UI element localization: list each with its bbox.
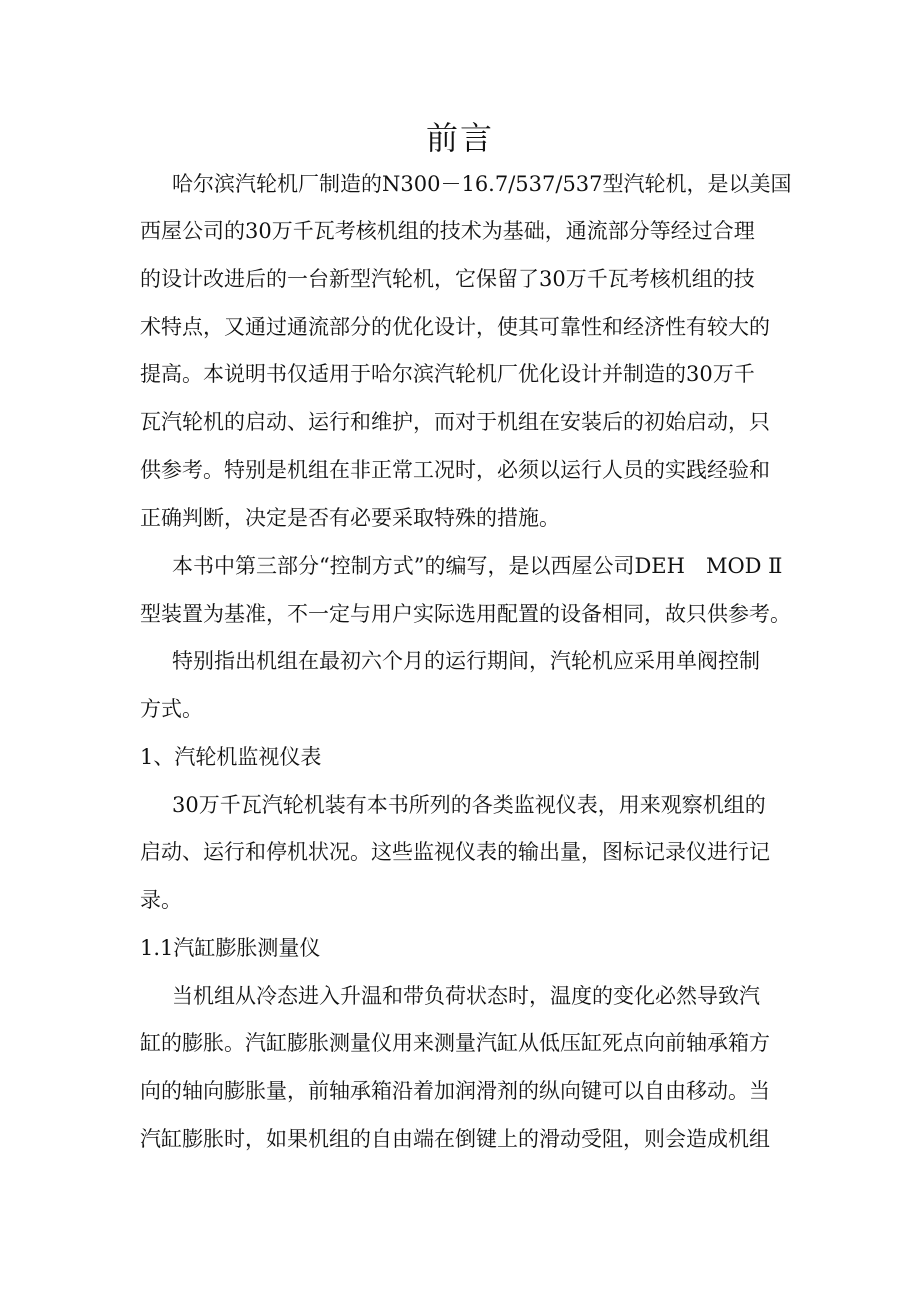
paragraph-intro-line-6: 瓦汽轮机的启动、运行和维护，而对于机组在安装后的初始启动，只 — [140, 410, 770, 434]
paragraph-expansion-line-2: 缸的膨胀。汽缸膨胀测量仪用来测量汽缸从低压缸死点向前轴承箱方 — [140, 1031, 770, 1055]
paragraph-valve-line-1: 特别指出机组在最初六个月的运行期间，汽轮机应采用单阀控制 — [172, 649, 760, 673]
paragraph-intro-line-3: 的设计改进后的一台新型汽轮机，它保留了30万千瓦考核机组的技 — [140, 267, 755, 291]
paragraph-expansion-line-4: 汽缸膨胀时，如果机组的自由端在倒键上的滑动受阻，则会造成机组 — [140, 1127, 770, 1151]
section-heading-1: 1、汽轮机监视仪表 — [140, 745, 322, 769]
paragraph-instruments-line-1: 30万千瓦汽轮机装有本书所列的各类监视仪表，用来观察机组的 — [172, 793, 766, 817]
paragraph-expansion-line-3: 向的轴向膨胀量，前轴承箱沿着加润滑剂的纵向键可以自由移动。当 — [140, 1079, 770, 1103]
paragraph-intro-line-8: 正确判断，决定是否有必要采取特殊的措施。 — [140, 506, 560, 530]
paragraph-intro-line-4: 术特点，又通过通流部分的优化设计，使其可靠性和经济性有较大的 — [140, 315, 770, 339]
paragraph-intro-line-5: 提高。本说明书仅适用于哈尔滨汽轮机厂优化设计并制造的30万千 — [140, 362, 755, 386]
paragraph-control-line-2: 型装置为基准，不一定与用户实际选用配置的设备相同，故只供参考。 — [140, 602, 791, 626]
paragraph-expansion-line-1: 当机组从冷态进入升温和带负荷状态时，温度的变化必然导致汽 — [172, 984, 760, 1008]
page-title: 前言 — [425, 119, 494, 157]
paragraph-instruments-line-3: 录。 — [140, 888, 182, 912]
paragraph-control-line-1: 本书中第三部分“控制方式”的编写，是以西屋公司DEH MOD Ⅱ — [172, 554, 783, 578]
paragraph-instruments-line-2: 启动、运行和停机状况。这些监视仪表的输出量，图标记录仪进行记 — [140, 840, 770, 864]
paragraph-valve-line-2: 方式。 — [140, 697, 203, 721]
paragraph-intro-line-7: 供参考。特别是机组在非正常工况时，必须以运行人员的实践经验和 — [140, 458, 770, 482]
paragraph-intro-line-2: 西屋公司的30万千瓦考核机组的技术为基础，通流部分等经过合理 — [140, 219, 755, 243]
section-heading-1-1: 1.1汽缸膨胀测量仪 — [140, 936, 321, 960]
paragraph-intro-line-1: 哈尔滨汽轮机厂制造的N300－16.7/537/537型汽轮机，是以美国 — [172, 172, 792, 196]
